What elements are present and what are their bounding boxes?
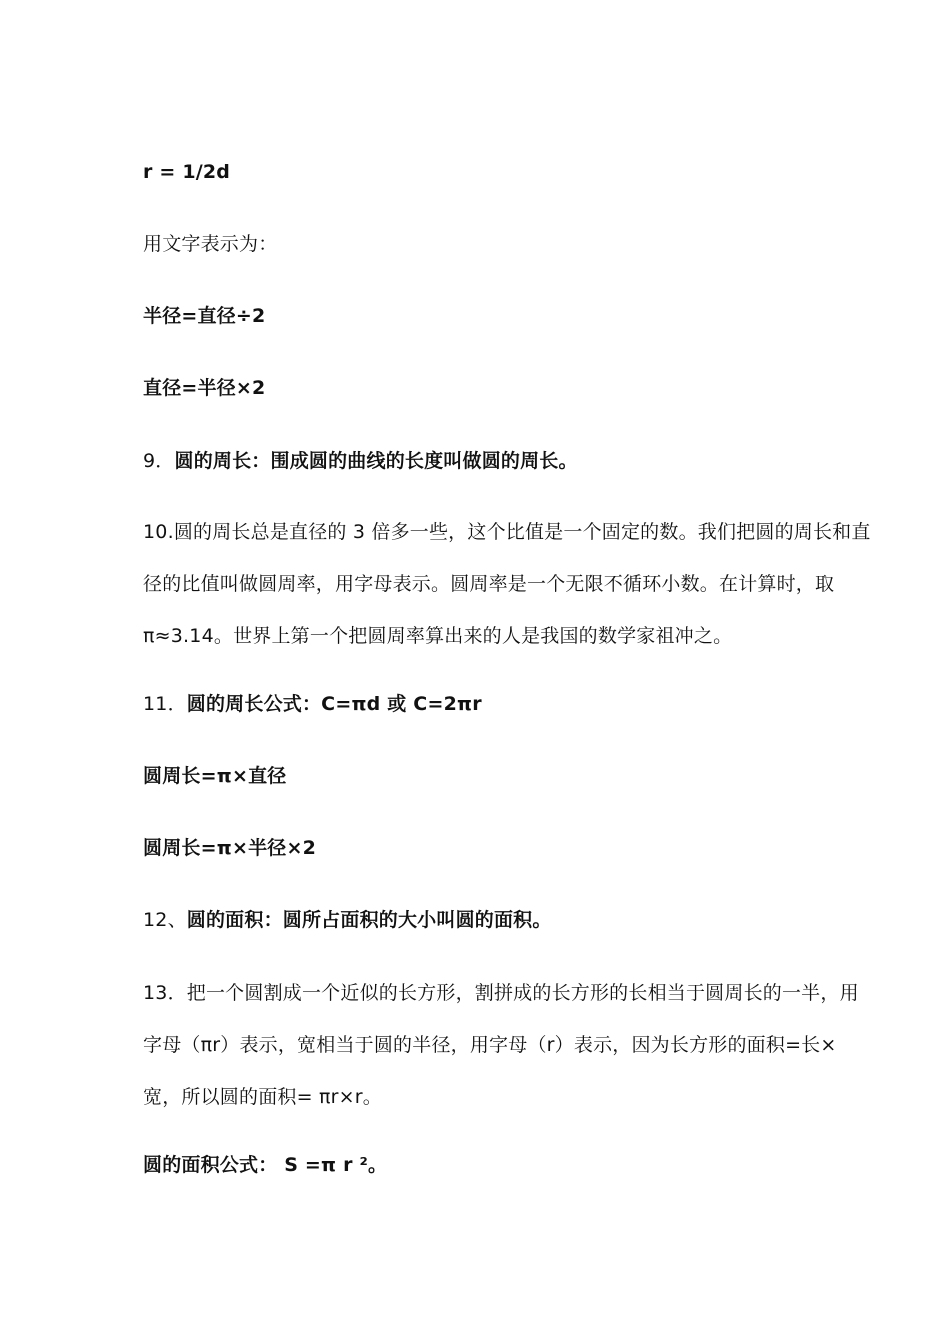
radius-word-formula: 半径=直径÷2 <box>143 305 266 327</box>
area-formula: 圆的面积公式： S =π r ²。 <box>143 1154 388 1176</box>
text-expression-heading: 用文字表示为： <box>143 233 278 255</box>
item-12 <box>143 907 873 933</box>
circumference-diameter-formula: 圆周长=π×直径 <box>143 765 287 787</box>
item-13-line-3: 宽，所以圆的面积= πr×r。 <box>143 1086 382 1108</box>
item-12-number: 12、 <box>143 909 187 931</box>
item-10-line-2: 径的比值叫做圆周率，用字母表示。圆周率是一个无限不循环小数。在计算时，取 <box>143 573 835 595</box>
item-9-text: 圆的周长：围成圆的曲线的长度叫做圆的周长。 <box>174 450 578 472</box>
item-11 <box>143 691 873 717</box>
diameter-word-formula: 直径=半径×2 <box>143 377 266 399</box>
item-9 <box>143 448 873 474</box>
item-13-line-2: 字母（πr）表示，宽相当于圆的半径，用字母（r）表示，因为长方形的面积=长× <box>143 1034 837 1056</box>
item-12-text: 圆的面积：圆所占面积的大小叫圆的面积。 <box>186 909 552 931</box>
circumference-radius-formula: 圆周长=π×半径×2 <box>143 837 317 859</box>
item-13-paragraph <box>143 980 873 1136</box>
item-11-number: 11． <box>143 693 187 715</box>
item-9-number: 9． <box>143 450 175 472</box>
item-11-text: 圆的周长公式：C=πd 或 C=2πr <box>186 693 482 715</box>
radius-formula: r = 1/2d <box>143 161 231 183</box>
item-10-line-1: 10.圆的周长总是直径的 3 倍多一些，这个比值是一个固定的数。我们把圆的周长和直 <box>143 521 871 543</box>
item-13-line-1: 13．把一个圆割成一个近似的长方形，割拼成的长方形的长相当于圆周长的一半，用 <box>143 982 859 1004</box>
item-10-line-3: π≈3.14。世界上第一个把圆周率算出来的人是我国的数学家祖冲之。 <box>143 625 733 647</box>
item-10-paragraph <box>143 519 873 675</box>
